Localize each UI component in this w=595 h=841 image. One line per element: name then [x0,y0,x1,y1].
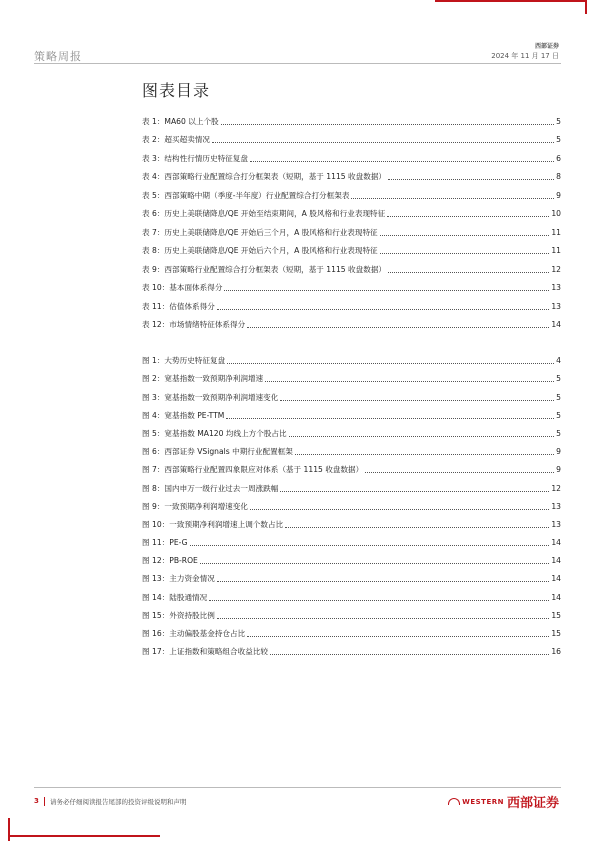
dot-leader [387,216,549,217]
table-entry[interactable] [142,312,561,331]
figure-entry[interactable] [142,512,561,530]
dot-leader [388,179,554,180]
table-entry-page: 10 [551,209,561,218]
logo-chinese: 西部证券 [506,796,559,811]
footer-divider [34,787,561,788]
logo-english: WESTERN [462,797,504,806]
figure-entry[interactable] [142,530,561,548]
figure-entry-label: 图 13：主力资金情况 [142,574,215,584]
figure-entry-label: 图 17：上证指数和策略组合收益比较 [142,647,268,657]
dot-leader [224,290,549,291]
figure-entry[interactable] [142,494,561,512]
table-entry-label: 表 6：历史上美联储降息/QE 开始至结束期间，A 股风格和行业表现特征 [142,209,386,218]
figure-entry-page: 5 [556,410,561,420]
table-entry-label: 表 2：超买超卖情况 [142,135,210,144]
figure-entry-page: 9 [556,447,561,457]
figure-entry[interactable] [142,366,561,384]
corner-decoration-bottom-vertical [8,818,10,841]
dot-leader [380,253,550,254]
figure-entry-label: 图 9：一致预期净利润增速变化 [142,501,248,511]
dot-leader [190,545,550,546]
table-entry-label: 表 4：西部策略行业配置综合打分框架表（短期，基于 1115 收盘数据） [142,172,387,181]
table-entry[interactable] [142,127,561,146]
figure-entry-page: 9 [556,465,561,475]
page-number: 3 [34,797,39,805]
figure-entry[interactable] [142,457,561,475]
figure-entry[interactable] [142,639,561,657]
report-type: 策略周报 [34,50,82,63]
figure-entry-page: 14 [551,574,561,584]
figure-entry-label: 图 7：西部策略行业配置四象限应对体系（基于 1115 收盘数据） [142,465,364,475]
figure-entry-label: 图 5：宽基指数 MA120 均线上方个股占比 [142,428,287,438]
footer-disclaimer: 请务必仔细阅读报告尾部的投资评级说明和声明 [50,798,187,806]
figure-entry-label: 图 3：宽基指数一致预期净利润增速变化 [142,392,279,402]
figure-entry[interactable] [142,548,561,566]
header-date: 2024 年 11 月 17 日 [491,52,559,60]
dot-leader [280,491,549,492]
table-entry[interactable] [142,293,561,312]
figure-entry-label: 图 4：宽基指数 PE-TTM [142,410,225,420]
figure-entry-page: 14 [551,538,561,548]
table-entry-label: 表 10：基本面体系得分 [142,283,223,292]
table-entry-page: 5 [556,116,561,126]
figure-entry[interactable] [142,348,561,366]
table-entry-label: 表 9：西部策略行业配置综合打分框架表（短期，基于 1115 收盘数据） [142,264,387,274]
dot-leader [247,327,549,328]
figure-entry-label: 图 2：宽基指数一致预期净利润增速 [142,374,264,384]
table-entry-page: 5 [556,135,561,144]
table-entry[interactable] [142,238,561,257]
dot-leader [217,581,550,582]
figure-entry-page: 13 [551,501,561,511]
corner-decoration-bottom-horizontal [8,835,160,837]
corner-decoration-top-horizontal [435,0,587,2]
figure-entry[interactable] [142,384,561,402]
header-brand: 西部证券 [534,43,559,50]
figure-entry[interactable] [142,621,561,639]
table-entry[interactable] [142,256,561,275]
table-entry-label: 表 1：MA60 以上个股 [142,116,219,126]
dot-leader [209,600,549,601]
table-entry-page: 6 [556,153,561,163]
dot-leader [289,436,555,437]
table-entry[interactable] [142,108,561,127]
toc-title: 图表目录 [142,81,211,100]
header-divider [34,63,561,64]
dot-leader [388,272,549,273]
table-entry-page: 13 [551,283,561,292]
figure-entry[interactable] [142,584,561,602]
figure-entry-label: 图 8：国内申万一级行业过去一周涨跌幅 [142,483,279,493]
figure-entry-label: 图 1：大势历史特征复盘 [142,356,226,366]
dot-leader [217,618,550,619]
figure-entry-page: 5 [556,392,561,402]
figure-entry-label: 图 15：外资持股比例 [142,610,215,620]
corner-decoration-top-vertical [585,0,587,14]
figure-entry-page: 14 [551,556,561,566]
dot-leader [365,472,554,473]
dot-leader [200,563,549,564]
table-entry-page: 11 [551,246,561,255]
table-entry-label: 表 7：历史上美联储降息/QE 开始后三个月，A 股风格和行业表现特征 [142,227,378,237]
figure-entry-page: 15 [551,610,561,620]
table-of-tables [142,108,561,330]
figure-entry[interactable] [142,475,561,493]
dot-leader [380,235,550,236]
figure-entry-label: 图 16：主动偏股基金持仓占比 [142,629,246,638]
table-entry[interactable] [142,275,561,294]
figure-entry-label: 图 12：PB-ROE [142,556,198,566]
table-entry-page: 14 [551,320,561,329]
footer-separator [44,797,45,806]
figure-entry-label: 图 11：PE-G [142,538,188,548]
table-entry-page: 9 [556,190,561,200]
table-entry-label: 表 3：结构性行情历史特征复盘 [142,153,248,163]
figure-entry-label: 图 10：一致预期净利润增速上调个数占比 [142,519,284,529]
table-entry-page: 11 [551,227,561,237]
figure-entry-page: 5 [556,428,561,438]
figure-entry[interactable] [142,403,561,421]
figure-entry[interactable] [142,421,561,439]
figure-entry-page: 14 [551,592,561,602]
figure-entry-page: 12 [551,483,561,493]
figure-entry[interactable] [142,566,561,584]
table-entry[interactable] [142,164,561,183]
dot-leader [250,509,549,510]
dot-leader [226,418,554,419]
table-entry-label: 表 12：市场情绪特征体系得分 [142,320,246,329]
figure-entry[interactable] [142,439,561,457]
dot-leader [217,309,550,310]
figure-entry-label: 图 14：陆股通情况 [142,592,208,602]
dot-leader [265,381,554,382]
table-entry-page: 12 [551,264,561,274]
table-entry-label: 表 11：估值体系得分 [142,301,215,311]
dot-leader [285,527,549,528]
table-entry-page: 13 [551,301,561,311]
dot-leader [227,363,554,364]
header-right [491,42,559,61]
table-entry[interactable] [142,219,561,238]
table-entry[interactable] [142,182,561,201]
figure-entry-page: 4 [556,356,561,366]
dot-leader [280,400,554,401]
figure-entry-page: 16 [551,647,561,657]
dot-leader [212,142,554,143]
company-logo [448,792,559,811]
table-entry[interactable] [142,201,561,220]
dot-leader [250,161,554,162]
table-of-figures [142,348,561,657]
dot-leader [295,454,554,455]
table-entry-label: 表 8：历史上美联储降息/QE 开始后六个月，A 股风格和行业表现特征 [142,246,378,255]
figure-entry-label: 图 6：西部证券 VSignals 中期行业配置框架 [142,447,293,457]
table-entry[interactable] [142,145,561,164]
figure-entry[interactable] [142,603,561,621]
figure-entry-page: 5 [556,374,561,384]
dot-leader [270,654,549,655]
table-entry-page: 8 [556,172,561,181]
figure-entry-page: 13 [551,519,561,529]
dot-leader [247,636,549,637]
table-entry-label: 表 5：西部策略中期（季度-半年度）行业配置综合打分框架表 [142,190,350,200]
logo-arc-icon [448,798,460,805]
dot-leader [221,124,555,125]
figure-entry-page: 15 [551,629,561,638]
dot-leader [351,198,554,199]
